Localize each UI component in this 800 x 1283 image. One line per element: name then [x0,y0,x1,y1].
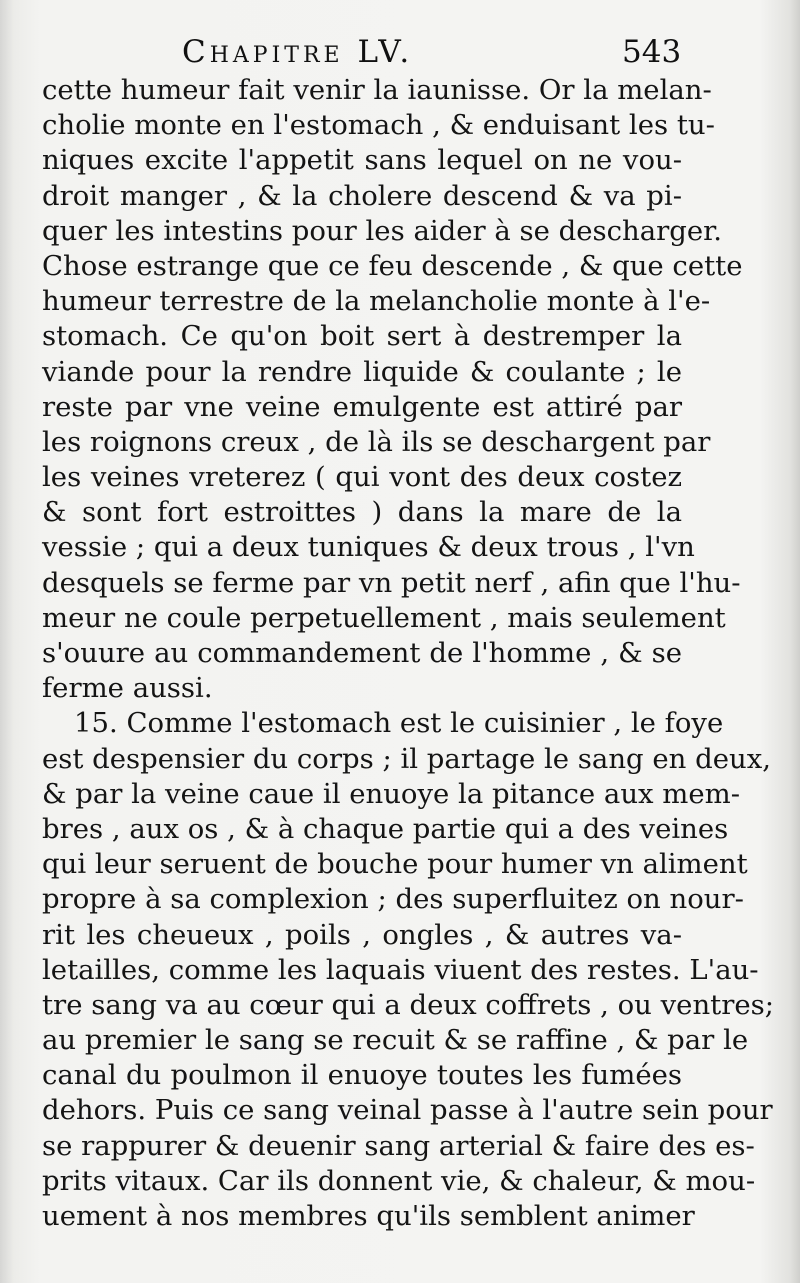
paragraph-1 [42,73,743,706]
text-line: stomach. Ce qu'on boit sert à destremper la [42,320,682,353]
text-line: niques excite l'appetit sans lequel on ne vou- [42,144,682,177]
text-line: quer les intestins pour les aider à se descharger. [42,214,723,247]
text-line: dehors. Puis ce sang veinal passe à l'autre sein pour [42,1094,773,1127]
text-line: est despensier du corps ; il partage le sang en deux, [42,742,771,775]
text-line: propre à sa complexion ; des superfluitez on nour- [42,883,744,916]
page-header [0,26,800,74]
text-line: se rappurer & deuenir sang arterial & faire des es- [42,1129,755,1162]
text-line: rit les cheueux , poils , ongles , & autres va- [42,918,682,951]
text-line: uement à nos membres qu'ils semblent animer [42,1200,695,1232]
text-line: humeur terrestre de la melancholie monte à l'e- [42,285,711,318]
text-line: desquels se ferme par vn petit nerf , afin que l'hu- [42,566,741,599]
body-text [42,73,774,1234]
text-line: prits vitaux. Car ils donnent vie, & chaleur, & mou- [42,1164,756,1197]
text-line: viande pour la rendre liquide & coulante ; le [42,355,682,388]
text-line: les roignons creux , de là ils se deschargent par [42,425,711,458]
running-head: Chapitre LV. [182,34,414,70]
text-line: & sont fort estroittes ) dans la mare de la [42,496,682,529]
page-number: 543 [622,34,682,70]
text-line: droit manger , & la cholere descend & va pi- [42,179,682,212]
text-line: letailles, comme les laquais viuent des restes. L'au- [42,953,759,986]
text-line: les veines vreterez ( qui vont des deux costez [42,461,682,494]
text-line: Chose estrange que ce feu descende , & que cette [42,249,743,282]
text-line: au premier le sang se recuit & se raffine , & par le [42,1024,749,1057]
text-line: cette humeur fait venir la iaunisse. Or la melan- [42,74,712,106]
text-line: canal du poulmon il enuoye toutes les fumées [42,1059,682,1092]
text-line: 15. Comme l'estomach est le cuisinier , le foye [74,707,724,740]
text-line: & par la veine caue il enuoye la pitance aux mem- [42,777,741,810]
paragraph-2 [42,706,774,1234]
text-line: meur ne coule perpetuellement , mais seulement [42,601,726,634]
text-line: tre sang va au cœur qui a deux coffrets , ou ventres; [42,988,774,1021]
text-line: reste par vne veine emulgente est attiré par [42,390,682,423]
text-line: vessie ; qui a deux tuniques & deux trous , l'vn [42,531,695,564]
text-line: qui leur seruent de bouche pour humer vn aliment [42,848,748,881]
text-line: s'ouure au commandement de l'homme , & se [42,637,682,669]
text-line: ferme aussi. [42,672,213,705]
text-line: bres , aux os , & à chaque partie qui a des veines [42,812,729,845]
text-line: cholie monte en l'estomach , & enduisant les tu- [42,109,715,142]
